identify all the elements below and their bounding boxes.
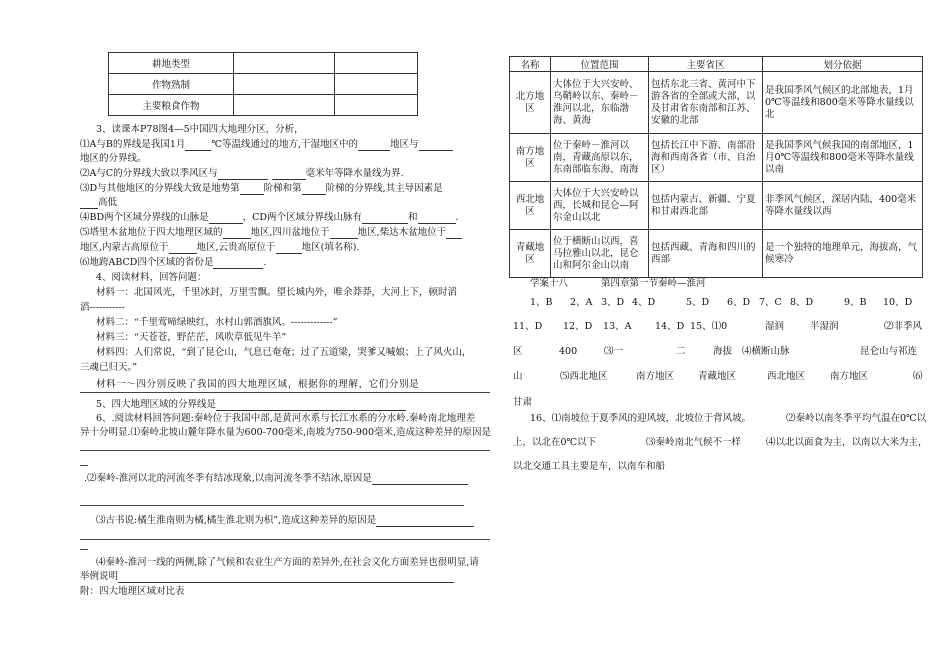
answer-item: 12、D (563, 321, 593, 332)
q3-part2 (80, 168, 404, 180)
answer-item: 湿润 (765, 321, 785, 332)
answer-line[interactable] (80, 505, 464, 506)
table-cell: 位于横断山以西，喜马拉雅山以北，昆仑山和阿尔金山以南 (551, 230, 649, 278)
material-1: 材料一：北国风光，千里冰封，万里雪飘。望长城内外，唯余莽莽，大河上下，顿时滔 (96, 287, 458, 298)
material-2: 材料二：“千里莺啼绿映红，水村山郭酒旗风。-------------” (96, 317, 338, 328)
answer-item: 半湿润 (810, 321, 839, 332)
q3-part3-end (80, 197, 117, 209)
answer-item: 14、D (655, 321, 685, 332)
blank-field[interactable] (302, 183, 326, 195)
column-header: 主要省区 (649, 57, 763, 72)
answer-item: 南方地区 (636, 371, 675, 382)
answer-item: ⑸西北地区 (560, 371, 608, 382)
table-cell: 西北地区 (510, 182, 551, 230)
text: 毫米年等降水量线为界. (305, 168, 404, 179)
answer-item: 山 (513, 371, 523, 382)
table-cell: 大体位于大兴安岭以西，长城和昆仑—阿尔金山以北 (551, 182, 649, 230)
answer-item: 3、D (601, 297, 625, 308)
text: 地区与 (390, 139, 419, 150)
table-cell (234, 95, 335, 116)
table-cell: 包括长江中下游、南部沿海和西南各省（市、自治区） (649, 134, 763, 182)
answer-line[interactable] (80, 539, 490, 540)
answer-item: 西北地区 (767, 371, 806, 382)
blank-field[interactable] (169, 242, 197, 254)
q6-part4: ⑷秦岭-淮河一线的两侧,除了气候和农业生产方面的差异外,在社会文化方面差异也很明显,请 (96, 557, 479, 568)
column-header: 名称 (510, 57, 551, 72)
answer-item: 海拔 (713, 346, 733, 357)
answer-item: 11、D (513, 321, 543, 332)
table-cell: 是一个独特的地理单元，海拔高，气候寒冷 (763, 230, 923, 278)
answer-item: ⑹ (913, 371, 923, 382)
blank-field[interactable] (216, 399, 406, 411)
answer-item: ⑵非季风 (884, 321, 923, 332)
answer-line[interactable] (80, 465, 88, 466)
blank-field[interactable] (418, 212, 456, 224)
answer-line[interactable] (80, 549, 88, 550)
table-cell: 位于秦岭－淮河以南，青藏高原以东，东南部临东海、南海 (551, 134, 649, 182)
table-cell: 作物熟制 (109, 74, 234, 95)
table-cell: 非季风气候区，深居内陆，400毫米等降水量线以西 (763, 182, 923, 230)
answer-item: 2、A (570, 297, 593, 308)
text: ⑵A与C的分界线大致以季风区与 (80, 168, 218, 179)
material-4: 材料四：人们常说，“到了昆仑山，气息已奄奄；过了五道梁，哭爹又喊娘；上了风火山， (96, 347, 472, 358)
q3-part5-cont (80, 242, 360, 254)
table-row (510, 72, 923, 134)
answer-item: 8、D (790, 297, 814, 308)
table-cell: 主要粮食作物 (109, 95, 234, 116)
answer-16-part1: 16、⑴南坡位于夏季风的迎风坡，北坡位于背风坡。 (530, 413, 752, 424)
q6-part1: 异十分明显.⑴秦岭北坡山麓年降水量为600-700毫米,南坡为750-900毫米,造成这种差异的原因是 (80, 427, 492, 438)
text: 高低 (98, 197, 118, 208)
table-cell: 是我国季风气候区的北部地表，1月0℃等温线和800毫米等降水量线以北 (763, 72, 923, 134)
q6-stem: 6、.阅读材料回答问题:秦岭位于我国中部,是黄河水系与长江水系的分水岭.秦岭南北地理差 (96, 413, 476, 424)
answer-item: ⑷横断山脉 (742, 346, 790, 357)
text: ⑴A与B的界线是我国1月 (80, 139, 186, 150)
answer-item: 10、D (883, 297, 913, 308)
text: ⑶D与其他地区的分界线大致是地势第 (80, 183, 240, 194)
material-1-cont: 滔----------- (80, 302, 125, 313)
answer-16-part4-cont: 以北交通工具主要是车，以南车和船 (513, 461, 666, 472)
blank-field[interactable] (372, 473, 468, 485)
table-cell: 包括内蒙古、新疆、宁夏和甘肃西北部 (649, 182, 763, 230)
materials-summary: 材料一～四分别反映了我国的四大地理区域，根据你的理解，它们分别是 (96, 379, 420, 390)
answer-item: 9、B (844, 297, 867, 308)
text: 举例说明 (80, 571, 119, 582)
blank-field[interactable] (362, 212, 408, 224)
answer-item: 13、A (603, 321, 632, 332)
table-row (510, 230, 923, 278)
text: ℃等温线通过的地方,干湿地区中的 (211, 139, 359, 150)
text: 地区,柴达木盆地位于 (357, 227, 447, 238)
text: ⑹地跨ABCD四个区域的省份是 (80, 257, 214, 268)
text: 地区,四川盆地位于 (250, 227, 330, 238)
answer-16-part4: ⑷以北以面食为主，以南以大米为主， (766, 437, 928, 448)
answer-item: 400 (559, 346, 578, 357)
answer-item: 青藏地区 (698, 371, 737, 382)
answer-line[interactable] (80, 392, 490, 393)
table-cell (234, 74, 335, 95)
text: 地区,内蒙古高原位于 (80, 242, 169, 253)
answer-item: ⑶一 (604, 346, 624, 357)
blank-field[interactable] (272, 168, 306, 180)
q3-part1-end: 地区的分界线。 (80, 153, 147, 164)
text: .⑵秦岭-淮河以北的河流冬季有结冰现象,以南河流冬季不结冰,原因是 (84, 473, 372, 484)
answer-item: 甘肃 (513, 397, 533, 408)
answers-chapter: 第四章第一节秦岭—淮河 (601, 278, 706, 289)
answer-16-part3: ⑶秦岭南北气候不一样 (646, 437, 742, 448)
q6-part4-cont (80, 571, 454, 583)
table-cell (335, 74, 418, 95)
q3-stem: 3、读课本P78图4—5中国四大地理分区，分析， (96, 124, 304, 135)
q3-part1 (80, 139, 453, 151)
table-row (109, 53, 418, 74)
appendix-caption: 附：四大地理区域对比表 (80, 586, 185, 597)
q4-stem: 4、阅读材料，回答问题： (96, 272, 207, 283)
table-cell: 青藏地区 (510, 230, 551, 278)
answers-title: 学案十八 (530, 278, 569, 289)
blank-field[interactable] (213, 257, 263, 269)
answer-item: 1、B (530, 297, 553, 308)
table-row (109, 95, 418, 116)
blank-field[interactable] (358, 139, 390, 151)
material-4-cont: 三魂已归天。” (80, 362, 138, 373)
table-cell: 包括西藏、青海和四川的西部 (649, 230, 763, 278)
answer-item: 二 (676, 346, 686, 357)
blank-field[interactable] (330, 227, 358, 239)
blank-field[interactable] (240, 183, 264, 195)
column-header: 划分依据 (763, 57, 923, 72)
text: . (263, 257, 267, 268)
table-row (510, 134, 923, 182)
text: 阶梯和第 (263, 183, 302, 194)
column-header: 位置范围 (551, 57, 649, 72)
answer-item: 6、D (727, 297, 751, 308)
blank-field[interactable] (118, 571, 454, 583)
blank-field[interactable] (80, 197, 98, 209)
table-cell (335, 53, 418, 74)
q3-part6 (80, 257, 266, 269)
answer-16-part2-cont: 上，以北在0℃以下 (513, 437, 597, 448)
table-cell: 北方地区 (510, 72, 551, 134)
blank-field[interactable] (185, 139, 211, 151)
answer-item: 昆仑山与祁连 (860, 346, 918, 357)
blank-field[interactable] (218, 168, 268, 180)
text: 和 (408, 212, 418, 223)
q5 (96, 399, 406, 411)
blank-field[interactable] (209, 212, 243, 224)
table-cell (335, 95, 418, 116)
q6-part2 (84, 473, 468, 485)
table-row (510, 182, 923, 230)
answer-item: 5、D (686, 297, 710, 308)
table-header-row (510, 57, 923, 72)
answer-item: 15、⑴0 (690, 321, 728, 332)
text: ，CD两个区域分界线山脉有 (242, 212, 362, 223)
farming-table (108, 52, 418, 116)
text: 地区,云贵高原位于 (196, 242, 276, 253)
blank-field[interactable] (223, 227, 251, 239)
table-cell: 耕地类型 (109, 53, 234, 74)
text: ⑷BD两个区域分界线的山脉是 (80, 212, 209, 223)
table-cell: 大体位于大兴安岭、乌鞘岭以东、秦岭－淮河以北，东临渤海、黄海 (551, 72, 649, 134)
text: ⑶古书说:橘生淮南则为橘,橘生淮北则为枳”,造成这种差异的原因是 (96, 515, 377, 526)
regions-table (509, 56, 923, 278)
text: ⑸塔里木盆地位于四大地理区域的 (80, 227, 223, 238)
q3-part5 (80, 227, 462, 239)
blank-field[interactable] (446, 227, 462, 239)
blank-field[interactable] (419, 139, 453, 151)
table-cell (234, 53, 335, 74)
answer-item: 区 (513, 346, 523, 357)
table-cell: 南方地区 (510, 134, 551, 182)
q6-part3 (96, 515, 474, 527)
text: 地区(填名称). (301, 242, 360, 253)
text: . (455, 212, 459, 223)
table-cell: 包括东北三省、黄河中下游各省的全部或大部，以及甘肃省东南部和江苏、安徽的北部 (649, 72, 763, 134)
answer-16-part2: ⑵秦岭以南冬季平均气温在0℃以 (786, 413, 927, 424)
blank-field[interactable] (276, 242, 302, 254)
q3-part3 (80, 183, 443, 195)
material-3: 材料三：“天苍苍，野茫茫，风吹草低见牛羊” (96, 332, 287, 343)
answer-item: 4、D (632, 297, 656, 308)
blank-field[interactable] (376, 515, 474, 527)
q3-part4 (80, 212, 459, 224)
table-row (109, 74, 418, 95)
text: 5、四大地理区域的分界线是 (96, 399, 217, 410)
text: 阶梯的分界线,其主导因素是 (325, 183, 443, 194)
answer-item: 7、C (759, 297, 782, 308)
answer-item: 南方地区 (830, 371, 869, 382)
table-cell: 是我国季风气候我国的南部地区，1月0℃等温线和800毫米等降水量线以南 (763, 134, 923, 182)
answer-line[interactable] (80, 450, 490, 451)
